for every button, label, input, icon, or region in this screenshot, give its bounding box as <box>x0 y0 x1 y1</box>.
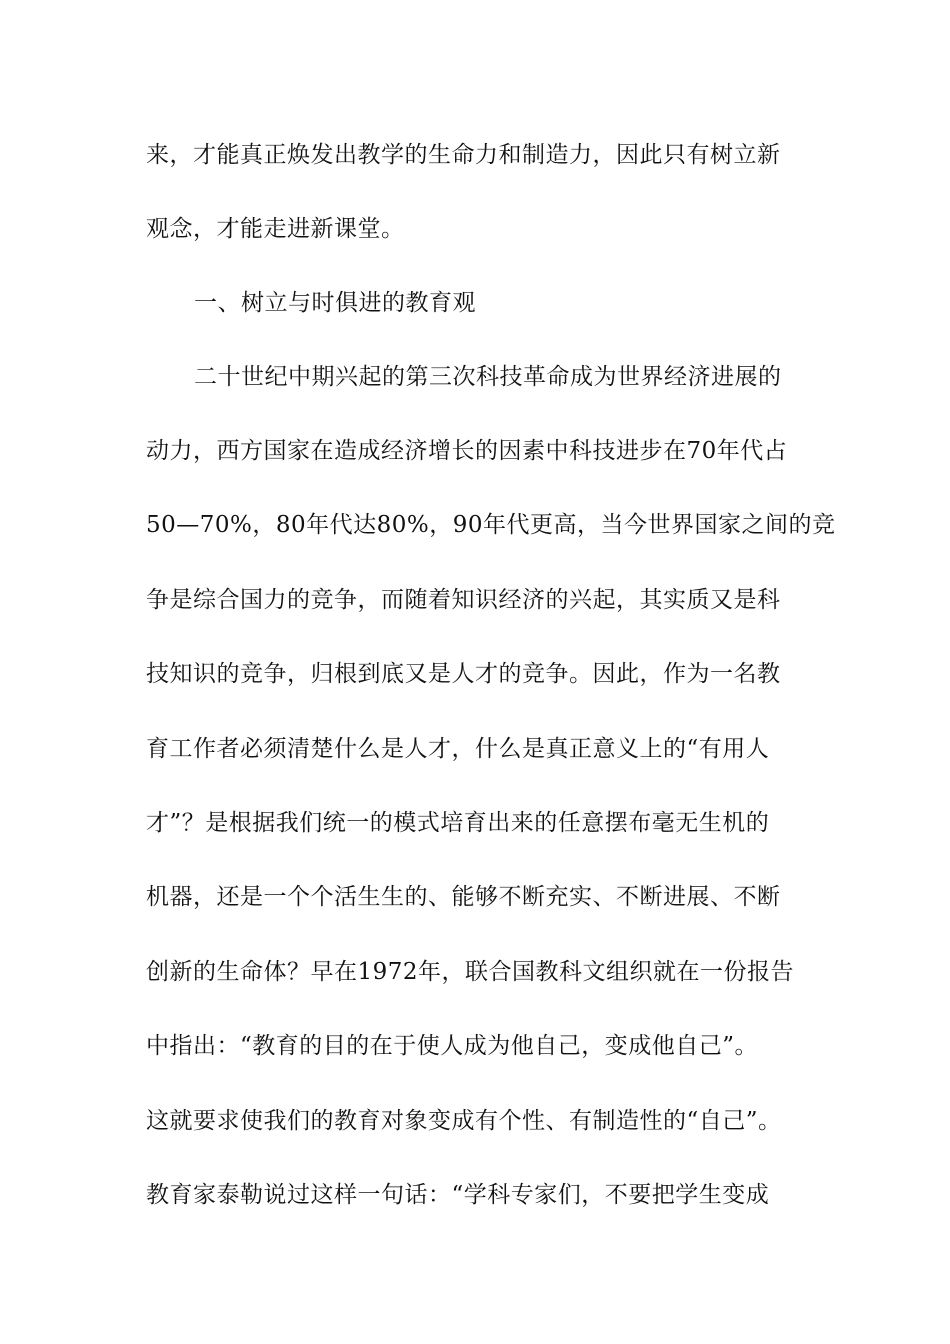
text-line: 才”？是根据我们统一的模式培育出来的任意摆布毫无生机的 <box>146 810 770 836</box>
text-line: 来，才能真正焕发出教学的生命力和制造力，因此只有树立新 <box>146 142 781 168</box>
section-heading: 一、树立与时俱进的教育观 <box>194 290 476 316</box>
text-line: 机器，还是一个个活生生的、能够不断充实、不断进展、不断 <box>146 884 781 910</box>
text-line: 观念，才能走进新课堂。 <box>146 216 405 242</box>
text-line: 争是综合国力的竞争，而随着知识经济的兴起，其实质又是科 <box>146 587 781 613</box>
text-line: 育工作者必须清楚什么是人才，什么是真正意义上的“有用人 <box>146 736 770 762</box>
paragraph-first-line: 二十世纪中期兴起的第三次科技革命成为世界经济进展的 <box>194 364 782 390</box>
text-line: 中指出：“教育的目的在于使人成为他自己，变成他自己”。 <box>146 1033 759 1059</box>
text-line: 技知识的竞争，归根到底又是人才的竞争。因此，作为一名教 <box>146 661 781 687</box>
text-line: 50—70%，80年代达80%，90年代更高，当今世界国家之间的竞 <box>146 512 836 538</box>
text-line: 创新的生命体？早在1972年，联合国教科文组织就在一份报告 <box>146 959 795 985</box>
text-line: 这就要求使我们的教育对象变成有个性、有制造性的“自己”。 <box>146 1108 782 1134</box>
text-line: 教育家泰勒说过这样一句话：“学科专家们，不要把学生变成 <box>146 1182 770 1208</box>
text-line: 动力，西方国家在造成经济增长的因素中科技进步在70年代占 <box>146 438 788 464</box>
